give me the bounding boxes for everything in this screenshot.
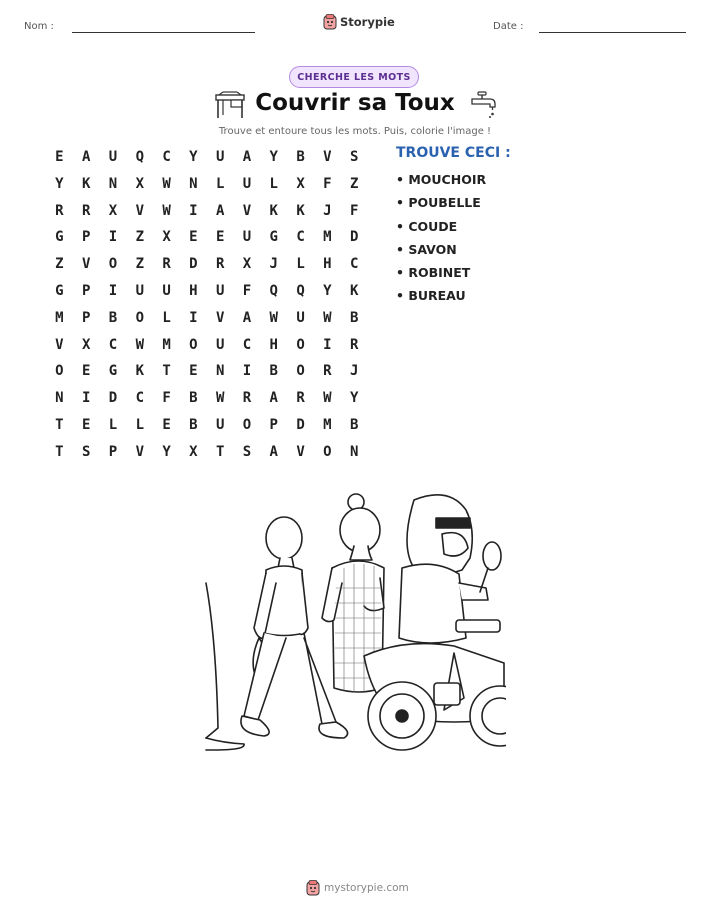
grid-letter[interactable]: F xyxy=(162,390,171,407)
grid-letter[interactable]: H xyxy=(269,336,278,353)
grid-letter[interactable]: R xyxy=(81,202,91,219)
grid-letter[interactable]: A xyxy=(269,390,278,407)
find-word: • MOUCHOIR xyxy=(396,172,487,187)
grid-row xyxy=(46,363,368,390)
grid-letter[interactable]: N xyxy=(215,363,225,380)
grid-letter[interactable]: O xyxy=(108,256,118,273)
grid-letter[interactable]: I xyxy=(81,390,91,407)
grid-letter[interactable]: V xyxy=(135,443,144,460)
grid-letter[interactable]: X xyxy=(242,256,252,273)
grid-letter[interactable]: D xyxy=(108,390,118,407)
grid-letter[interactable]: A xyxy=(242,149,252,165)
grid-letter[interactable]: L xyxy=(135,416,144,433)
footer xyxy=(306,880,409,896)
grid-letter[interactable]: C xyxy=(296,229,305,246)
grid-letter[interactable]: P xyxy=(108,443,118,460)
grid-letter[interactable]: P xyxy=(81,282,91,299)
grid-letter[interactable]: H xyxy=(189,282,198,299)
grid-row xyxy=(46,176,368,203)
find-word: • ROBINET xyxy=(396,265,471,281)
grid-letter[interactable]: O xyxy=(189,336,198,353)
grid-letter[interactable]: M xyxy=(323,416,332,433)
grid-letter[interactable]: Y xyxy=(269,149,278,165)
name-label: Nom : xyxy=(24,21,54,32)
grid-letter[interactable]: S xyxy=(242,443,252,460)
grid-letter[interactable]: A xyxy=(242,309,252,326)
grid-letter[interactable]: I xyxy=(323,336,332,353)
grid-letter[interactable]: Q xyxy=(269,282,278,299)
grid-letter[interactable]: C xyxy=(108,336,118,353)
brand xyxy=(323,14,395,30)
grid-letter[interactable]: D xyxy=(189,256,198,273)
grid-letter[interactable]: T xyxy=(55,443,64,460)
grid-letter[interactable]: C xyxy=(135,390,144,407)
grid-letter[interactable]: B xyxy=(108,309,118,326)
grid-letter[interactable]: Z xyxy=(349,175,359,192)
grid-letter[interactable]: M xyxy=(323,229,332,246)
grid-letter[interactable]: U xyxy=(215,416,225,433)
grid-letter[interactable]: R xyxy=(215,256,225,273)
grid-letter[interactable]: V xyxy=(323,149,332,165)
grid-letter[interactable]: P xyxy=(81,229,91,246)
grid-row xyxy=(46,417,368,444)
brand-name: Storypie xyxy=(340,15,395,29)
grid-letter[interactable]: Y xyxy=(349,390,359,407)
grid-row xyxy=(46,149,368,176)
grid-letter[interactable]: J xyxy=(323,202,332,219)
grid-letter[interactable]: N xyxy=(108,175,118,192)
grid-letter[interactable]: A xyxy=(81,149,91,165)
grid-letter[interactable]: Y xyxy=(55,175,64,192)
grid-letter[interactable]: V xyxy=(242,202,252,219)
grid-letter[interactable]: W xyxy=(215,390,225,407)
grid-letter[interactable]: U xyxy=(135,282,144,299)
grid-letter[interactable]: A xyxy=(269,443,278,460)
grid-letter[interactable]: F xyxy=(323,175,332,192)
grid-letter[interactable]: R xyxy=(296,390,305,407)
grid-letter[interactable]: T xyxy=(55,416,64,433)
grid-letter[interactable]: R xyxy=(323,363,332,380)
find-word-list xyxy=(396,172,486,312)
find-word: • SAVON xyxy=(396,241,457,257)
grid-letter[interactable]: S xyxy=(349,149,359,165)
grid-letter[interactable]: E xyxy=(81,416,91,433)
grid-letter[interactable]: J xyxy=(269,256,278,273)
grid-letter[interactable]: C xyxy=(162,149,171,165)
grid-letter[interactable]: M xyxy=(55,309,64,326)
grid-letter[interactable]: T xyxy=(162,363,171,380)
grid-row xyxy=(46,229,368,256)
grid-letter[interactable]: U xyxy=(296,309,305,326)
grid-letter[interactable]: Y xyxy=(189,149,198,165)
grid-letter[interactable]: U xyxy=(215,282,225,299)
grid-letter[interactable]: Z xyxy=(55,256,64,273)
footer-url[interactable]: mystorypie.com xyxy=(324,882,409,894)
grid-letter[interactable]: V xyxy=(135,202,144,219)
grid-letter[interactable]: C xyxy=(242,336,252,353)
grid-letter[interactable]: U xyxy=(162,282,171,299)
grid-letter[interactable]: P xyxy=(269,416,278,433)
find-word: • POUBELLE xyxy=(396,195,481,211)
grid-letter[interactable]: L xyxy=(215,175,225,192)
grid-letter[interactable]: Y xyxy=(162,443,171,460)
grid-letter[interactable]: G xyxy=(108,363,118,380)
grid-row xyxy=(46,203,368,230)
grid-row xyxy=(46,337,368,364)
grid-letter[interactable]: Q xyxy=(135,149,144,165)
grid-letter[interactable]: R xyxy=(162,256,171,273)
grid-letter[interactable]: O xyxy=(323,443,332,460)
grid-letter[interactable]: S xyxy=(81,443,91,460)
grid-letter[interactable]: T xyxy=(215,443,225,460)
grid-letter[interactable]: E xyxy=(162,416,171,433)
grid-letter[interactable]: G xyxy=(269,229,278,246)
grid-letter[interactable]: W xyxy=(135,336,144,353)
grid-letter[interactable]: I xyxy=(108,229,118,246)
grid-letter[interactable]: I xyxy=(189,309,198,326)
grid-letter[interactable]: E xyxy=(55,149,64,165)
grid-letter[interactable]: X xyxy=(162,229,171,246)
grid-letter[interactable]: E xyxy=(189,363,198,380)
grid-row xyxy=(46,310,368,337)
name-line[interactable] xyxy=(72,32,255,33)
grid-row xyxy=(46,283,368,310)
find-word: • COUDE xyxy=(396,218,458,234)
grid-letter[interactable]: O xyxy=(296,363,305,380)
grid-letter[interactable]: K xyxy=(296,202,305,219)
word-search-grid xyxy=(46,149,368,471)
instructions: Trouve et entoure tous les mots. Puis, colorie l'image ! xyxy=(218,126,492,137)
storypie-logo-icon xyxy=(306,880,320,896)
grid-letter[interactable]: X xyxy=(81,336,91,353)
grid-letter[interactable]: V xyxy=(55,336,64,353)
grid-letter[interactable]: B xyxy=(296,149,305,165)
grid-letter[interactable]: B xyxy=(349,309,359,326)
grid-letter[interactable]: L xyxy=(162,309,171,326)
grid-letter[interactable]: X xyxy=(135,175,144,192)
grid-letter[interactable]: E xyxy=(189,229,198,246)
grid-row xyxy=(46,256,368,283)
grid-letter[interactable]: W xyxy=(162,202,171,219)
grid-letter[interactable]: X xyxy=(108,202,118,219)
grid-letter[interactable]: L xyxy=(296,256,305,273)
grid-letter[interactable]: F xyxy=(242,282,252,299)
faucet-icon xyxy=(468,91,498,119)
category-badge: CHERCHE LES MOTS xyxy=(289,66,419,88)
grid-letter[interactable]: B xyxy=(189,390,198,407)
grid-letter[interactable]: N xyxy=(349,443,359,460)
grid-letter[interactable]: W xyxy=(269,309,278,326)
grid-letter[interactable]: J xyxy=(349,363,359,380)
grid-letter[interactable]: L xyxy=(108,416,118,433)
grid-letter[interactable]: C xyxy=(349,256,359,273)
grid-letter[interactable]: H xyxy=(323,256,332,273)
coloring-illustration xyxy=(204,488,506,756)
grid-letter[interactable]: N xyxy=(189,175,198,192)
grid-letter[interactable]: O xyxy=(242,416,252,433)
grid-letter[interactable]: A xyxy=(215,202,225,219)
grid-letter[interactable]: G xyxy=(55,229,64,246)
grid-letter[interactable]: Z xyxy=(135,256,144,273)
date-line[interactable] xyxy=(539,32,686,33)
grid-letter[interactable]: V xyxy=(215,309,225,326)
grid-letter[interactable]: K xyxy=(349,282,359,299)
grid-letter[interactable]: W xyxy=(323,390,332,407)
grid-letter[interactable]: E xyxy=(215,229,225,246)
grid-letter[interactable]: F xyxy=(349,202,359,219)
grid-letter[interactable]: L xyxy=(269,175,278,192)
page-title: Couvrir sa Toux xyxy=(255,90,455,116)
grid-letter[interactable]: O xyxy=(296,336,305,353)
date-label: Date : xyxy=(493,21,524,32)
grid-letter[interactable]: P xyxy=(81,309,91,326)
grid-letter[interactable]: R xyxy=(55,202,64,219)
grid-letter[interactable]: K xyxy=(135,363,144,380)
grid-letter[interactable]: I xyxy=(189,202,198,219)
grid-letter[interactable]: B xyxy=(349,416,359,433)
grid-letter[interactable]: Y xyxy=(323,282,332,299)
grid-letter[interactable]: K xyxy=(81,175,91,192)
grid-letter[interactable]: B xyxy=(269,363,278,380)
grid-letter[interactable]: Q xyxy=(296,282,305,299)
grid-letter[interactable]: X xyxy=(189,443,198,460)
grid-letter[interactable]: B xyxy=(189,416,198,433)
grid-letter[interactable]: V xyxy=(81,256,91,273)
grid-letter[interactable]: I xyxy=(108,282,118,299)
grid-letter[interactable]: V xyxy=(296,443,305,460)
grid-letter[interactable]: N xyxy=(55,390,64,407)
grid-letter[interactable]: W xyxy=(323,309,332,326)
grid-letter[interactable]: D xyxy=(296,416,305,433)
find-list-title: TROUVE CECI : xyxy=(396,145,511,161)
grid-letter[interactable]: U xyxy=(242,229,252,246)
grid-row xyxy=(46,444,368,471)
grid-letter[interactable]: K xyxy=(269,202,278,219)
grid-letter[interactable]: U xyxy=(215,336,225,353)
find-word: • BUREAU xyxy=(396,288,466,304)
grid-letter[interactable]: U xyxy=(242,175,252,192)
grid-letter[interactable]: E xyxy=(81,363,91,380)
grid-letter[interactable]: G xyxy=(55,282,64,299)
grid-letter[interactable]: U xyxy=(108,149,118,165)
grid-row xyxy=(46,390,368,417)
grid-letter[interactable]: X xyxy=(296,175,305,192)
grid-letter[interactable]: I xyxy=(242,363,252,380)
storypie-logo-icon xyxy=(323,14,337,30)
grid-letter[interactable]: O xyxy=(135,309,144,326)
grid-letter[interactable]: R xyxy=(349,336,359,353)
grid-letter[interactable]: M xyxy=(162,336,171,353)
grid-letter[interactable]: O xyxy=(55,363,64,380)
grid-letter[interactable]: D xyxy=(349,229,359,246)
grid-letter[interactable]: R xyxy=(242,390,252,407)
grid-letter[interactable]: U xyxy=(215,149,225,165)
grid-letter[interactable]: W xyxy=(162,175,171,192)
grid-letter[interactable]: Z xyxy=(135,229,144,246)
